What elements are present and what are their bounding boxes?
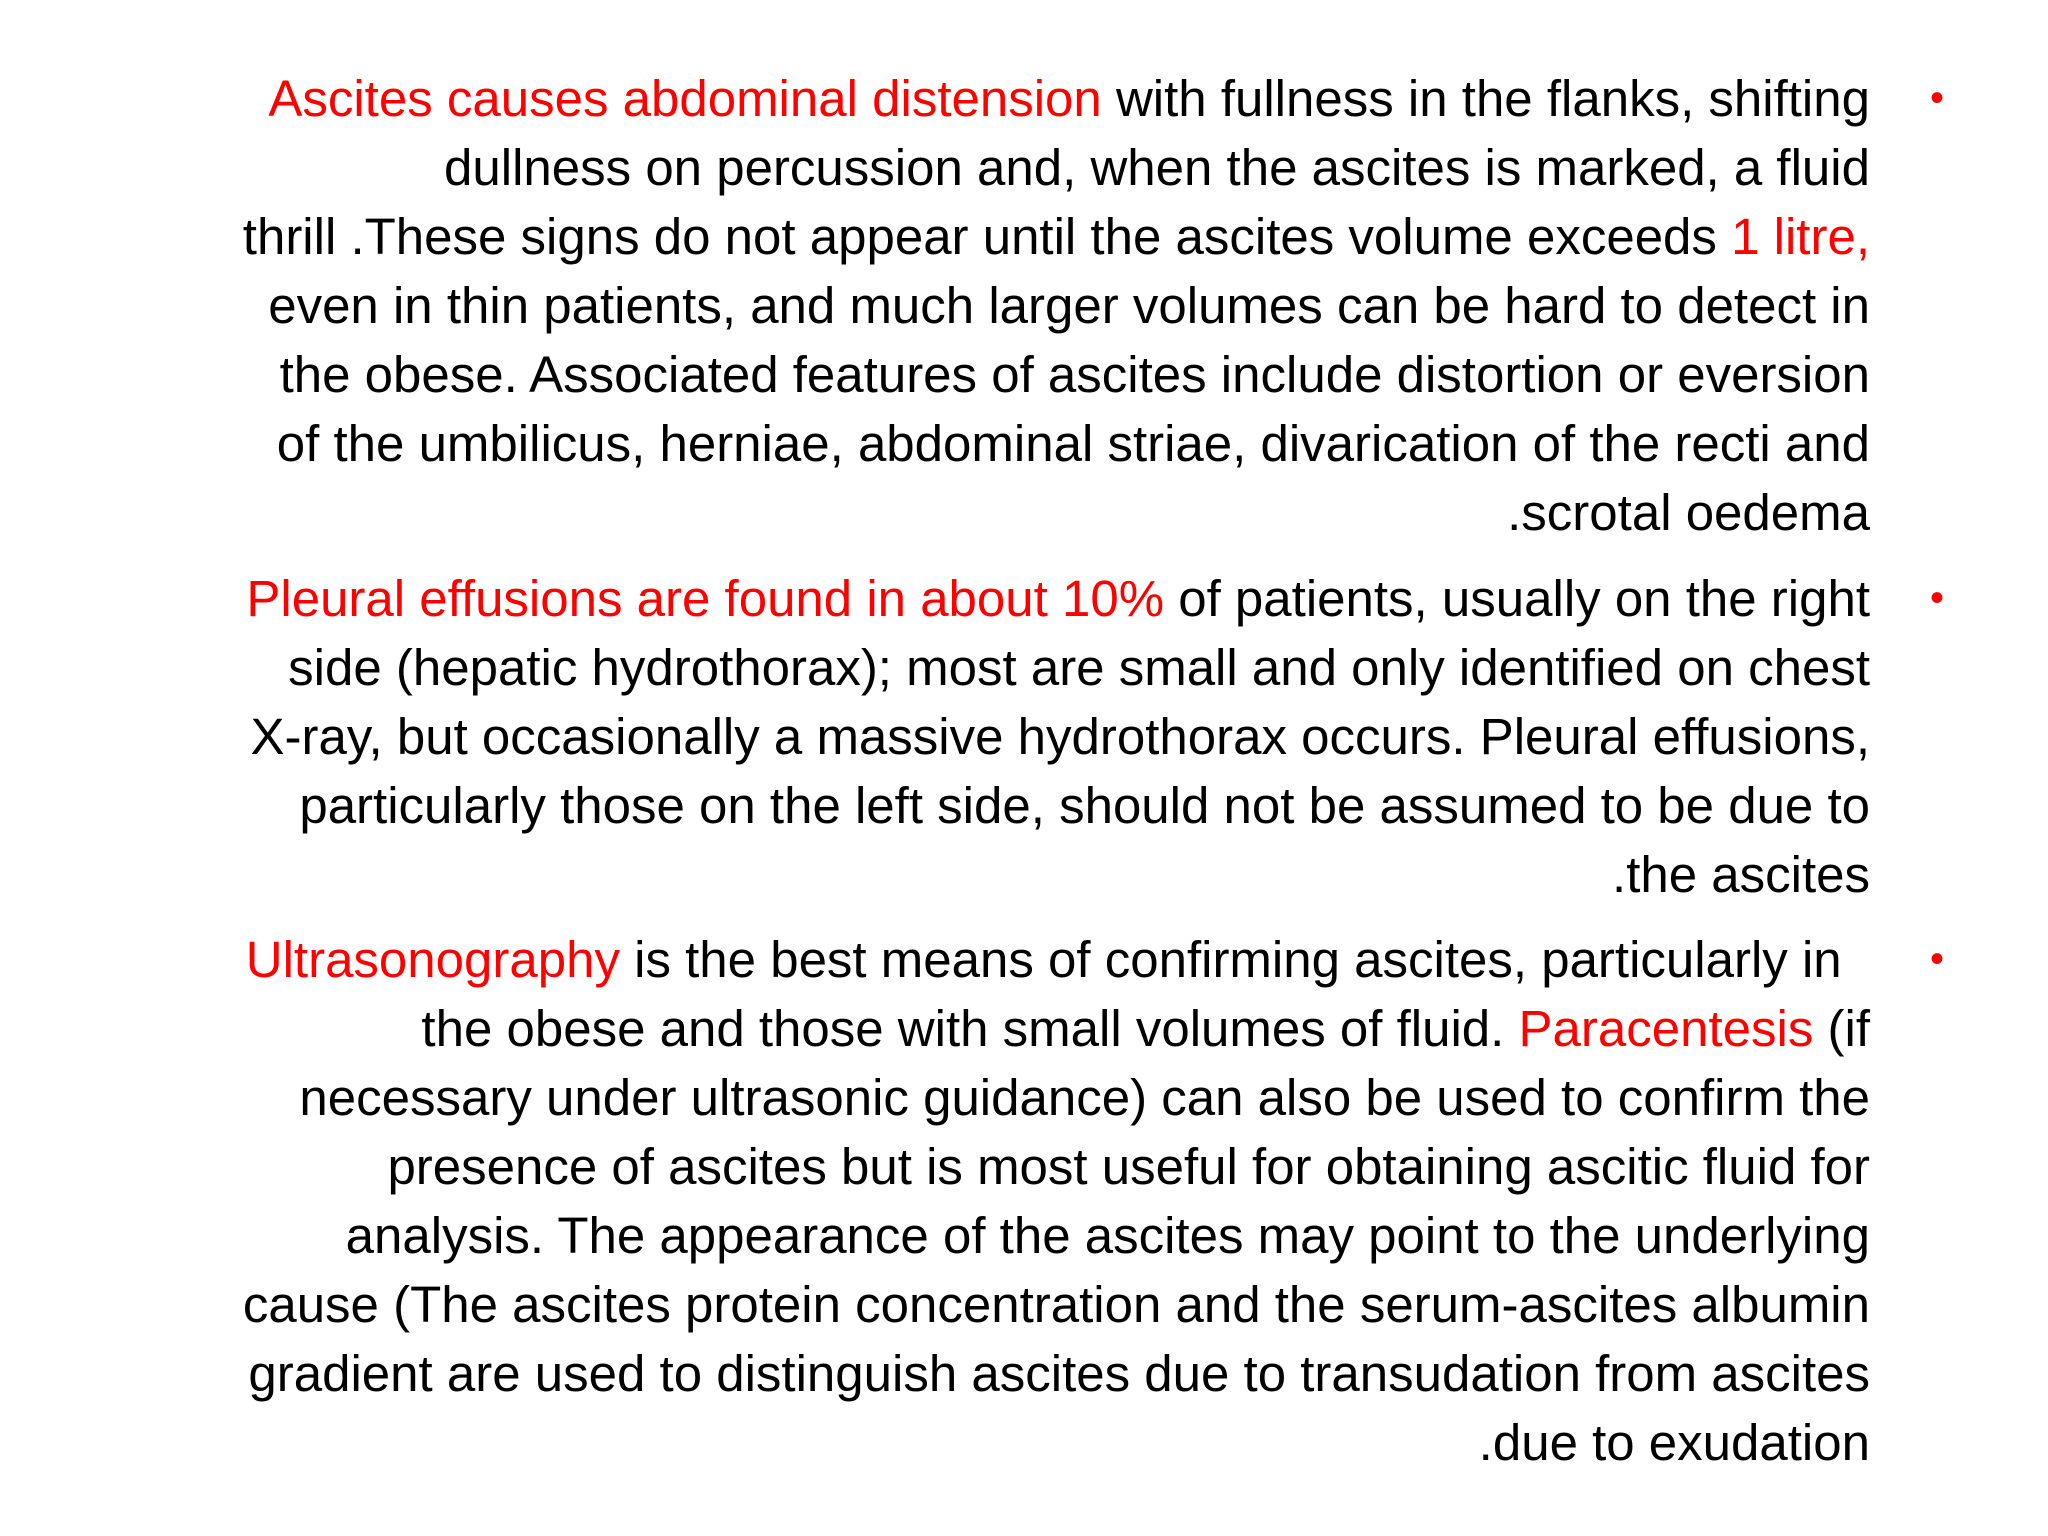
highlight-text: 1 litre, — [1731, 208, 1870, 265]
text-line — [10, 1201, 1870, 1270]
body-text: necessary under ultrasonic guidance) can also be used to confirm the — [299, 1069, 1870, 1126]
text-line — [10, 1408, 1870, 1477]
text-line — [10, 409, 1870, 478]
text-line — [10, 202, 1870, 271]
body-text: thrill .These signs do not appear until the ascites volume exceeds — [242, 208, 1732, 265]
text-line — [10, 1339, 1870, 1408]
bullet-text — [10, 925, 1870, 1477]
body-text: of patients, usually on the right — [1164, 570, 1870, 627]
body-text: of the umbilicus, herniae, abdominal striae, divarication of the recti and — [276, 415, 1870, 472]
bullet-marker: • — [1930, 937, 1945, 981]
body-text: gradient are used to distinguish ascites due to transudation from ascites — [248, 1345, 1870, 1402]
body-text: .scrotal oedema — [1507, 484, 1870, 541]
body-text: presence of ascites but is most useful for obtaining ascitic fluid for — [387, 1138, 1870, 1195]
text-line — [10, 994, 1870, 1063]
text-line — [10, 702, 1870, 771]
text-line — [10, 1270, 1870, 1339]
text-line — [10, 925, 1870, 994]
body-text: even in thin patients, and much larger volumes can be hard to detect in — [268, 277, 1870, 334]
text-line — [10, 64, 1870, 133]
body-text: the obese and those with small volumes of fluid. — [421, 1000, 1519, 1057]
bullet-marker: • — [1930, 576, 1945, 620]
text-line — [10, 133, 1870, 202]
text-line — [10, 1063, 1870, 1132]
body-text: .due to exudation — [1478, 1414, 1870, 1471]
body-text: (if — [1813, 1000, 1870, 1057]
text-line — [10, 840, 1870, 909]
highlight-text: Paracentesis — [1518, 1000, 1814, 1057]
body-text: analysis. The appearance of the ascites may point to the underlying — [345, 1207, 1870, 1264]
text-line — [10, 340, 1870, 409]
highlight-text: Ascites causes abdominal distension — [268, 70, 1102, 127]
body-text: X-ray, but occasionally a massive hydrothorax occurs. Pleural effusions, — [250, 708, 1870, 765]
body-text: side (hepatic hydrothorax); most are small and only identified on chest — [288, 639, 1870, 696]
body-text: the obese. Associated features of ascites include distortion or eversion — [279, 346, 1870, 403]
body-text: dullness on percussion and, when the ascites is marked, a fluid — [444, 139, 1870, 196]
body-text: cause (The ascites protein concentration and the serum-ascites albumin — [242, 1276, 1870, 1333]
text-line — [10, 271, 1870, 340]
body-text: with fullness in the flanks, shifting — [1101, 70, 1870, 127]
text-line — [10, 1132, 1870, 1201]
highlight-text: Ultrasonography — [245, 931, 620, 988]
bullet-marker: • — [1930, 76, 1945, 120]
highlight-text: Pleural effusions are found in about 10% — [246, 570, 1165, 627]
body-text: particularly those on the left side, should not be assumed to be due to — [299, 777, 1870, 834]
body-text: .the ascites — [1612, 846, 1870, 903]
bullet-text — [10, 564, 1870, 909]
body-text: is the best means of confirming ascites, particularly in — [619, 931, 1870, 988]
text-line — [10, 478, 1870, 547]
text-line — [10, 564, 1870, 633]
bullet-text — [10, 64, 1870, 547]
text-line — [10, 771, 1870, 840]
text-line — [10, 633, 1870, 702]
